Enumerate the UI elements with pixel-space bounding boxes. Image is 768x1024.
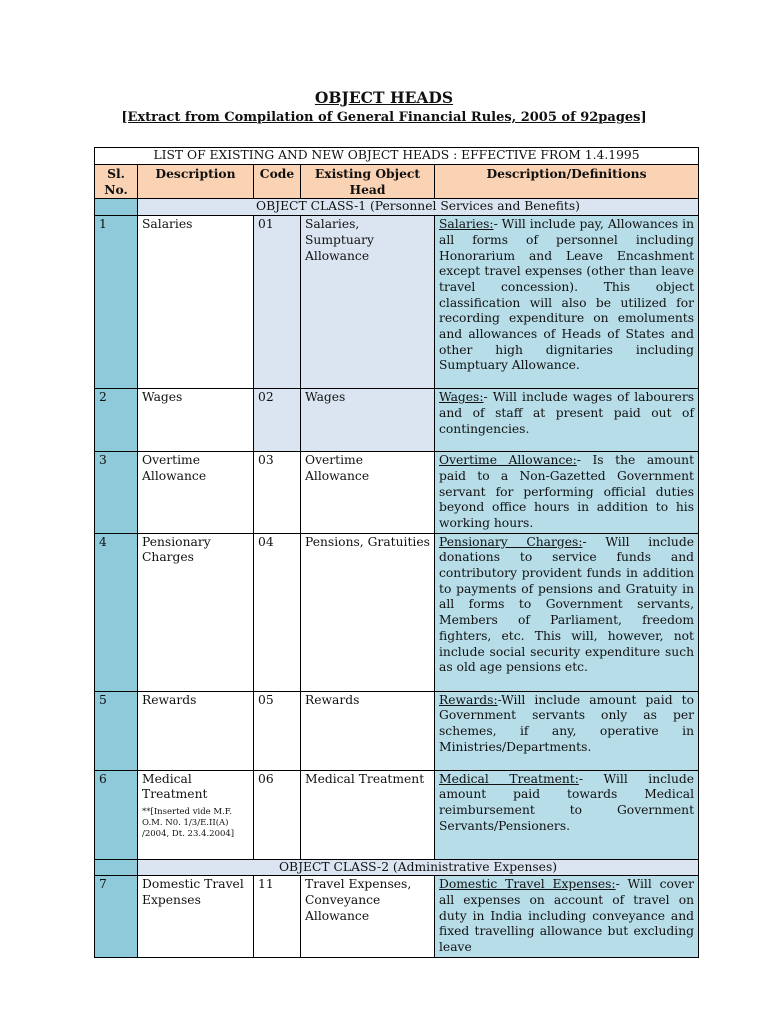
header-sl: Sl. No. — [95, 165, 138, 199]
description-cell: Salaries — [138, 216, 254, 389]
sl-cell: 1 — [95, 216, 138, 389]
table-banner-row — [95, 148, 699, 165]
header-definition: Description/Definitions — [435, 165, 699, 199]
existing-head-cell: Medical Treatment — [301, 770, 435, 859]
table-row — [95, 691, 699, 770]
object-heads-table — [94, 147, 699, 958]
definition-cell — [435, 691, 699, 770]
object-class-2: OBJECT CLASS-2 (Administrative Expenses) — [138, 859, 699, 876]
code-cell: 11 — [254, 876, 301, 958]
definition-text: - Is the amount paid to a Non-Gazetted Government servant for performing official duties beyond office hours in addition to his working hours. — [439, 453, 695, 530]
description-cell: Pensionary Charges — [138, 533, 254, 691]
sl-cell: 5 — [95, 691, 138, 770]
definition-term: Rewards: — [439, 692, 498, 707]
description-cell — [138, 770, 254, 859]
existing-head-cell: Salaries, Sumptuary Allowance — [301, 216, 435, 389]
description-cell: Domestic Travel Expenses — [138, 876, 254, 958]
table-row — [95, 876, 699, 958]
definition-text: - Will include wages of labourers and of staff at present paid out of contingencies. — [439, 390, 695, 436]
header-description: Description — [138, 165, 254, 199]
sl-cell: 6 — [95, 770, 138, 859]
class-row-1 — [95, 199, 699, 216]
sl-cell: 4 — [95, 533, 138, 691]
code-cell: 01 — [254, 216, 301, 389]
description-text: Medical Treatment — [142, 771, 208, 802]
definition-cell — [435, 770, 699, 859]
definition-term: Salaries: — [439, 217, 494, 232]
definition-term: Overtime Allowance: — [439, 453, 577, 468]
code-cell: 03 — [254, 452, 301, 534]
code-cell: 06 — [254, 770, 301, 859]
table-row — [95, 452, 699, 534]
definition-text: - Will include pay, Allowances in all forms of personnel including Honorarium and Leave Encashment except travel expenses (other than leave travel concession). This object classification will also be utilized for recording expenditure on emoluments and allowances of Heads of States and other high dignitaries including Sumptuary Allowance. — [439, 217, 695, 373]
definition-cell — [435, 216, 699, 389]
code-cell: 05 — [254, 691, 301, 770]
class-row-spacer — [95, 859, 138, 876]
table-row — [95, 389, 699, 452]
object-class-1: OBJECT CLASS-1 (Personnel Services and Benefits) — [138, 199, 699, 216]
definition-text: - Will include amount paid towards Medical reimbursement to Government Servants/Pensioners. — [439, 771, 695, 833]
definition-cell — [435, 452, 699, 534]
existing-head-cell: Wages — [301, 389, 435, 452]
description-cell: Wages — [138, 389, 254, 452]
existing-head-cell: Pensions, Gratuities — [301, 533, 435, 691]
table-row — [95, 216, 699, 389]
definition-term: Medical Treatment: — [439, 771, 579, 786]
description-cell: Rewards — [138, 691, 254, 770]
amendment-note: **[Inserted vide M.F. O.M. N0. 1/3/E.II(A) /2004, Dt. 23.4.2004] — [142, 807, 235, 840]
definition-text: - Will include donations to service funds and contributory provident funds in addition to payments of pensions and Gratuity in all forms to Government servants, Members of Parliament, freedom fighters, etc. This will, however, not include social security expenditure such as old age pensions etc. — [439, 534, 695, 675]
existing-head-cell: Overtime Allowance — [301, 452, 435, 534]
page-subtitle: [Extract from Compilation of General Financial Rules, 2005 of 92pages] — [121, 110, 647, 125]
definition-text: -Will include amount paid to Government servants only as per schemes, if any, operative in Ministries/Departments. — [439, 692, 695, 754]
table-banner: LIST OF EXISTING AND NEW OBJECT HEADS : EFFECTIVE FROM 1.4.1995 — [95, 148, 699, 165]
class-row-2 — [95, 859, 699, 876]
sl-cell: 3 — [95, 452, 138, 534]
definition-cell — [435, 876, 699, 958]
code-cell: 04 — [254, 533, 301, 691]
page-title: OBJECT HEADS — [314, 88, 454, 107]
table-row — [95, 533, 699, 691]
header-code: Code — [254, 165, 301, 199]
table-row — [95, 770, 699, 859]
code-cell: 02 — [254, 389, 301, 452]
header-row — [95, 165, 699, 199]
definition-term: Domestic Travel Expenses: — [439, 877, 616, 892]
definition-cell — [435, 533, 699, 691]
definition-term: Wages: — [439, 390, 484, 405]
header-existing: Existing Object Head — [301, 165, 435, 199]
existing-head-cell: Travel Expenses, Conveyance Allowance — [301, 876, 435, 958]
class-row-spacer — [95, 199, 138, 216]
sl-cell: 2 — [95, 389, 138, 452]
definition-term: Pensionary Charges: — [439, 534, 583, 549]
sl-cell: 7 — [95, 876, 138, 958]
definition-cell — [435, 389, 699, 452]
existing-head-cell: Rewards — [301, 691, 435, 770]
definition-text: - Will cover all expenses on account of travel on duty in India including conveyance and fixed travelling allowance but excluding leave — [439, 877, 695, 955]
description-cell: Overtime Allowance — [138, 452, 254, 534]
